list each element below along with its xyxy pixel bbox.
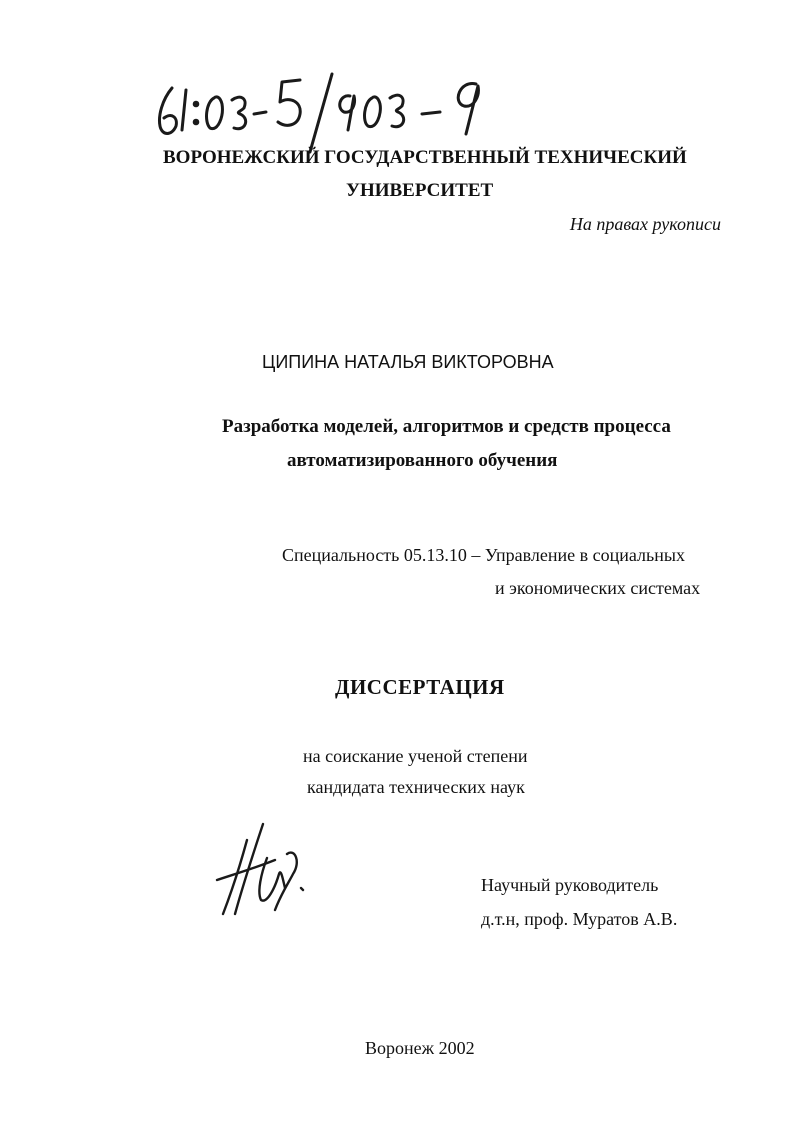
degree-line1: на соискание ученой степени [303,746,528,766]
supervisor-name: д.т.н, проф. Муратов А.В. [481,909,678,929]
manuscript-rights-note: На правах рукописи [569,214,721,234]
handwritten-signature [205,818,315,928]
author-name: ЦИПИНА НАТАЛЬЯ ВИКТОРОВНА [262,352,554,372]
dissertation-title-line1: Разработка моделей, алгоритмов и средств процесса [222,416,671,437]
document-type-heading: ДИССЕРТАЦИЯ [335,675,505,699]
city-year: Воронеж 2002 [365,1038,475,1058]
university-name-line2: УНИВЕРСИТЕТ [346,180,494,201]
university-name-line1: ВОРОНЕЖСКИЙ ГОСУДАРСТВЕННЫЙ ТЕХНИЧЕСКИЙ [163,147,687,168]
handwritten-archive-code [150,66,510,158]
degree-line2: кандидата технических наук [307,777,525,797]
specialty-line2: и экономических системах [495,578,701,598]
specialty-line1: Специальность 05.13.10 – Управление в социальных [282,545,685,565]
supervisor-label: Научный руководитель [481,875,659,895]
dissertation-title-line2: автоматизированного обучения [287,450,558,471]
